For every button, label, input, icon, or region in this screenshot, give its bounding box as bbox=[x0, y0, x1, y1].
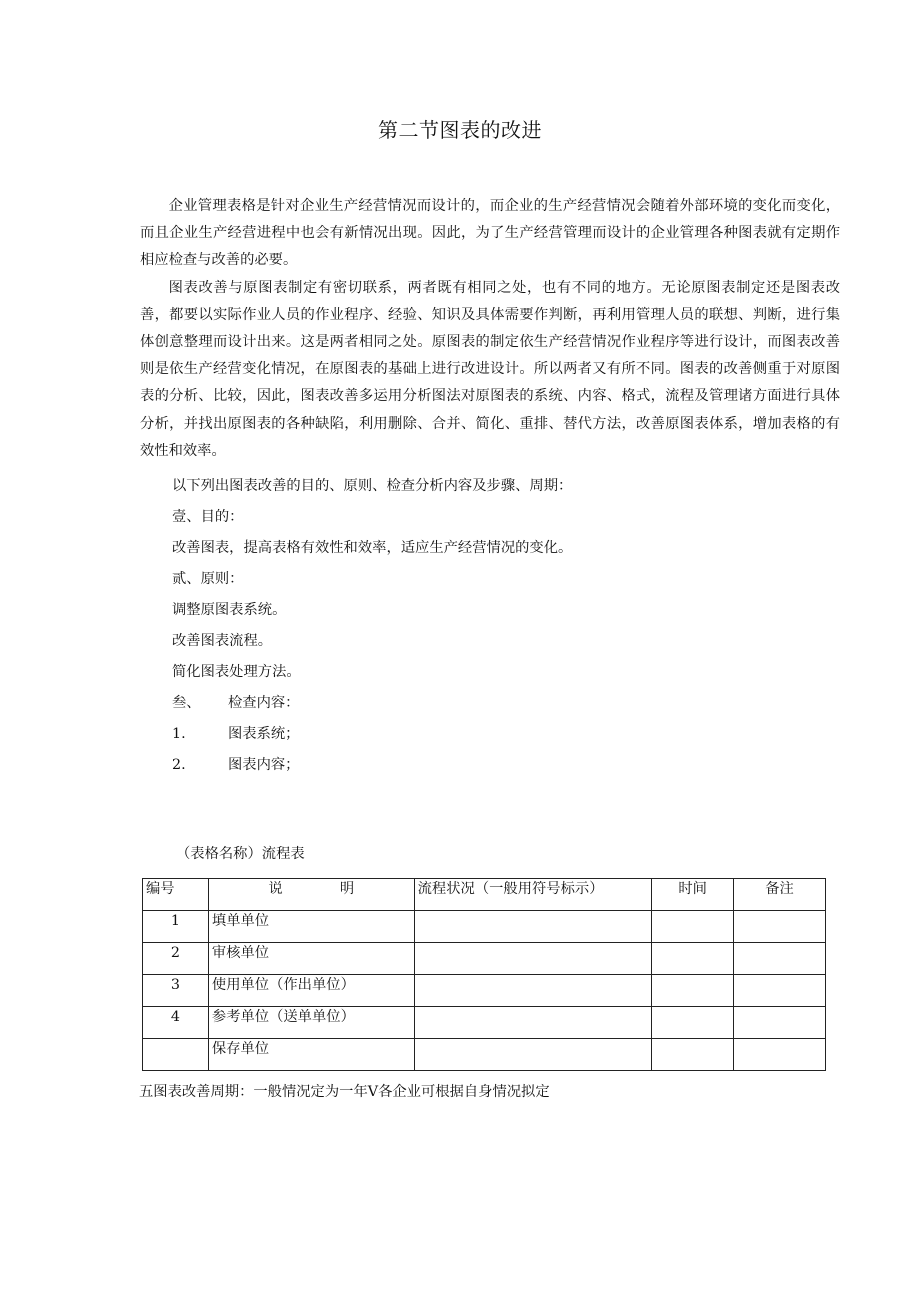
principle-item: 简化图表处理方法。 bbox=[172, 664, 301, 681]
section-purpose-heading: 壹、目的： bbox=[172, 509, 244, 526]
paragraph-intro: 企业管理表格是针对企业生产经营情况而设计的，而企业的生产经营情况会随着外部环境的变化而变化，而且企业生产经营进程中也会有新情况出现。因此，为了生产经营管理而设计的企业管理各种图表就有定期作相应检查与改善的必要。 bbox=[140, 198, 840, 269]
table-row bbox=[143, 1007, 826, 1039]
cell-remarks bbox=[734, 975, 826, 1007]
section-principle-heading: 贰、原则： bbox=[172, 571, 244, 588]
cell-time bbox=[652, 911, 734, 943]
header-remarks: 备注 bbox=[734, 879, 826, 911]
page-title: 第二节图表的改进 bbox=[378, 118, 542, 142]
header-description: 说 明 bbox=[208, 879, 414, 911]
cell-time bbox=[652, 1039, 734, 1071]
cell-description: 填单单位 bbox=[208, 911, 414, 943]
cell-flow-status bbox=[414, 911, 652, 943]
table-row bbox=[143, 975, 826, 1007]
cell-flow-status bbox=[414, 943, 652, 975]
item-text: 图表内容； bbox=[228, 757, 300, 774]
cell-time bbox=[652, 1007, 734, 1039]
cell-description: 使用单位（作出单位） bbox=[208, 975, 414, 1007]
cell-num: 3 bbox=[143, 975, 209, 1007]
header-flow-status: 流程状况（一般用符号标示） bbox=[414, 879, 652, 911]
cell-flow-status bbox=[414, 1039, 652, 1071]
cell-remarks bbox=[734, 943, 826, 975]
cell-flow-status bbox=[414, 975, 652, 1007]
section-label: 检查内容： bbox=[228, 695, 300, 712]
cell-time bbox=[652, 975, 734, 1007]
cell-time bbox=[652, 943, 734, 975]
table-caption: （表格名称）流程表 bbox=[176, 846, 305, 862]
cell-description: 审核单位 bbox=[208, 943, 414, 975]
item-number: 1. bbox=[172, 726, 186, 743]
principle-item: 改善图表流程。 bbox=[172, 633, 273, 650]
body-text bbox=[140, 193, 840, 781]
cell-remarks bbox=[734, 911, 826, 943]
cell-description: 参考单位（送单单位） bbox=[208, 1007, 414, 1039]
purpose-text: 改善图表，提高表格有效性和效率，适应生产经营情况的变化。 bbox=[172, 540, 573, 557]
table-header-row bbox=[143, 879, 826, 911]
cell-remarks bbox=[734, 1039, 826, 1071]
list-intro-line: 以下列出图表改善的目的、原则、检查分析内容及步骤、周期： bbox=[172, 478, 573, 495]
principle-item: 调整原图表系统。 bbox=[172, 602, 287, 619]
header-time: 时间 bbox=[652, 879, 734, 911]
paragraph-comparison: 图表改善与原图表制定有密切联系，两者既有相同之处，也有不同的地方。无论原图表制定还是图表改善，都要以实际作业人员的作业程序、经验、知识及具体需要作判断，再利用管理人员的联想、判断，进行集体创意整理而设计出来。这是两者相同之处。原图表的制定依生产经营情况作业程序等进行设计，而图表改善则是依生产经营变化情况，在原图表的基础上进行改进设计。所以两者又有所不同。图表的改善侧重于对原图表的分析、比较，因此，图表改善多运用分析图法对原图表的系统、内容、格式，流程及管理诸方面进行具体分析，并找出原图表的各种缺陷，利用删除、合并、简化、重排、替代方法，改善原图表体系，增加表格的有效性和效率。 bbox=[140, 279, 840, 459]
table-row bbox=[143, 911, 826, 943]
table-row bbox=[143, 943, 826, 975]
cell-num: 2 bbox=[143, 943, 209, 975]
numbered-item bbox=[140, 719, 840, 750]
section-inspection-heading bbox=[140, 688, 840, 719]
cell-num bbox=[143, 1039, 209, 1071]
improvement-cycle-line: 五图表改善周期：一般情况定为一年V各企业可根据自身情况拟定 bbox=[139, 1084, 550, 1100]
header-num: 编号 bbox=[143, 879, 209, 911]
cell-num: 4 bbox=[143, 1007, 209, 1039]
flow-table bbox=[142, 878, 826, 1071]
cell-description: 保存单位 bbox=[208, 1039, 414, 1071]
item-number: 2. bbox=[172, 757, 186, 774]
table-row bbox=[143, 1039, 826, 1071]
cell-flow-status bbox=[414, 1007, 652, 1039]
cell-remarks bbox=[734, 1007, 826, 1039]
cell-num: 1 bbox=[143, 911, 209, 943]
numbered-item bbox=[140, 750, 840, 781]
section-number: 叁、 bbox=[172, 695, 201, 712]
item-text: 图表系统； bbox=[228, 726, 300, 743]
